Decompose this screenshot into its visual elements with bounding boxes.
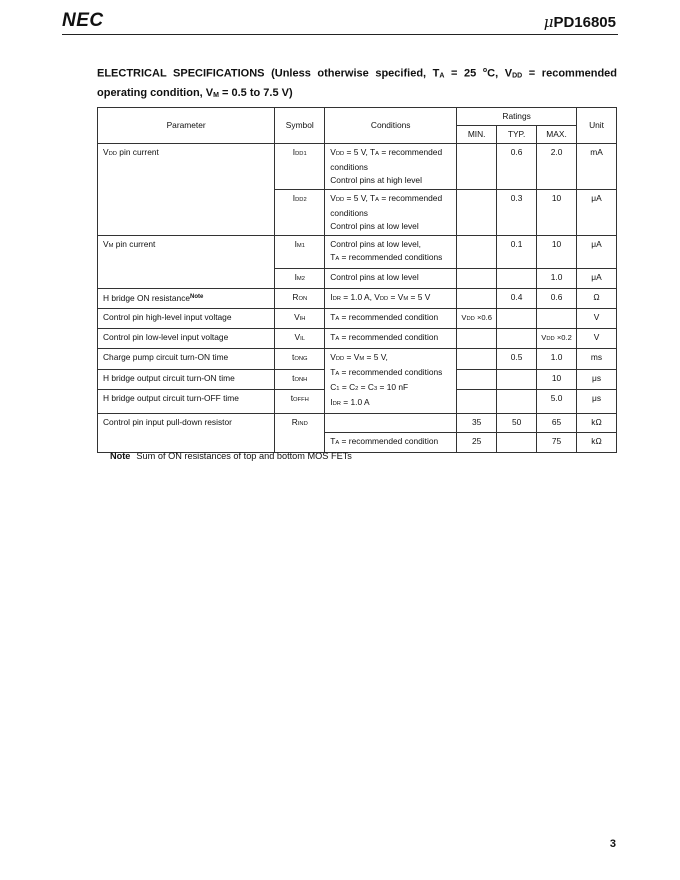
- max-cell: 2.0: [537, 144, 577, 190]
- min-cell: [457, 289, 497, 309]
- title-sub: M: [213, 91, 219, 99]
- symbol-cell: IM1: [275, 236, 325, 269]
- unit-cell: μA: [577, 190, 617, 236]
- header-typ: TYP.: [497, 126, 537, 144]
- param-cell: H bridge output circuit turn-ON time: [98, 369, 275, 390]
- part-prefix: μ: [543, 13, 554, 31]
- typ-cell: [497, 390, 537, 414]
- symbol-cell: tONG: [275, 349, 325, 370]
- typ-cell: 0.6: [497, 144, 537, 190]
- max-cell: 65: [537, 414, 577, 433]
- min-cell: [457, 190, 497, 236]
- header-ratings: Ratings: [457, 108, 577, 126]
- table-row: [98, 236, 617, 269]
- conditions-cell: Control pins at low level, TA = recommended conditions: [325, 236, 457, 269]
- min-cell: [457, 236, 497, 269]
- note-text: Sum of ON resistances of top and bottom MOS FETs: [136, 451, 352, 461]
- symbol-cell: VIL: [275, 329, 325, 349]
- conditions-cell: VDD = VM = 5 V, TA = recommended conditions C1 = C2 = C3 = 10 nF IDR = 1.0 A: [325, 349, 457, 414]
- symbol-cell: IM2: [275, 269, 325, 289]
- table-row: [98, 329, 617, 349]
- header-parameter: Parameter: [98, 108, 275, 144]
- title-sup: o: [482, 67, 488, 74]
- header-unit: Unit: [577, 108, 617, 144]
- header-min: MIN.: [457, 126, 497, 144]
- typ-cell: 0.1: [497, 236, 537, 269]
- min-cell: VDD ×0.6: [457, 309, 497, 329]
- min-cell: 35: [457, 414, 497, 433]
- param-cell: Control pin high-level input voltage: [98, 309, 275, 329]
- symbol-cell: IDD2: [275, 190, 325, 236]
- part-number: [544, 13, 616, 31]
- typ-cell: 0.3: [497, 190, 537, 236]
- title-text: = 0.5 to 7.5 V): [218, 86, 293, 99]
- typ-cell: 0.5: [497, 349, 537, 370]
- min-cell: [457, 269, 497, 289]
- max-cell: VDD ×0.2: [537, 329, 577, 349]
- symbol-cell: tOFFH: [275, 390, 325, 414]
- max-cell: [537, 309, 577, 329]
- section-title: [97, 62, 617, 104]
- header-rule: [62, 34, 618, 35]
- param-cell: Control pin input pull-down resistor: [98, 414, 275, 453]
- conditions-cell: TA = recommended condition: [325, 309, 457, 329]
- conditions-cell: VDD = 5 V, TA = recommended conditions Control pins at high level: [325, 144, 457, 190]
- unit-cell: V: [577, 309, 617, 329]
- note-label: Note: [110, 451, 131, 461]
- table-row: [98, 144, 617, 190]
- unit-cell: ms: [577, 349, 617, 370]
- unit-cell: μA: [577, 269, 617, 289]
- min-cell: [457, 329, 497, 349]
- conditions-cell: [325, 414, 457, 433]
- typ-cell: [497, 269, 537, 289]
- part-number-text: PD16805: [553, 14, 616, 31]
- title-text: C, V: [487, 67, 513, 80]
- unit-cell: μs: [577, 390, 617, 414]
- table-row: [98, 414, 617, 433]
- min-cell: [457, 144, 497, 190]
- symbol-cell: VIH: [275, 309, 325, 329]
- title-sub: DD: [512, 72, 523, 80]
- table-row: [98, 309, 617, 329]
- param-cell: H bridge output circuit turn-OFF time: [98, 390, 275, 414]
- spec-table: [97, 107, 617, 453]
- typ-cell: [497, 369, 537, 390]
- unit-cell: mA: [577, 144, 617, 190]
- min-cell: [457, 349, 497, 370]
- param-cell: VDD pin current: [98, 144, 275, 236]
- max-cell: 1.0: [537, 349, 577, 370]
- min-cell: [457, 390, 497, 414]
- unit-cell: Ω: [577, 289, 617, 309]
- symbol-cell: tONH: [275, 369, 325, 390]
- unit-cell: V: [577, 329, 617, 349]
- max-cell: 10: [537, 190, 577, 236]
- symbol-cell: RON: [275, 289, 325, 309]
- param-cell: Control pin low-level input voltage: [98, 329, 275, 349]
- param-cell: H bridge ON resistance$^{Note}$: [98, 289, 275, 309]
- unit-cell: μs: [577, 369, 617, 390]
- max-cell: 1.0: [537, 269, 577, 289]
- table-row: [98, 289, 617, 309]
- min-cell: 25: [457, 433, 497, 453]
- title-text: = 25: [444, 67, 483, 80]
- conditions-cell: TA = recommended condition: [325, 329, 457, 349]
- max-cell: 75: [537, 433, 577, 453]
- max-cell: 10: [537, 369, 577, 390]
- table-header-row: [98, 108, 617, 126]
- conditions-cell: IDR = 1.0 A, VDD = VM = 5 V: [325, 289, 457, 309]
- title-sub: A: [439, 72, 445, 80]
- conditions-cell: TA = recommended condition: [325, 433, 457, 453]
- unit-cell: kΩ: [577, 433, 617, 453]
- header-symbol: Symbol: [275, 108, 325, 144]
- title-text: = recommended operating condition, V: [97, 67, 617, 99]
- typ-cell: [497, 309, 537, 329]
- symbol-cell: IDD1: [275, 144, 325, 190]
- page-number: 3: [609, 838, 616, 850]
- conditions-cell: VDD = 5 V, TA = recommended conditions Control pins at low level: [325, 190, 457, 236]
- max-cell: 0.6: [537, 289, 577, 309]
- title-text: ELECTRICAL SPECIFICATIONS (Unless otherwise specified, T: [97, 67, 440, 80]
- symbol-cell: RIND: [275, 414, 325, 453]
- typ-cell: [497, 329, 537, 349]
- nec-logo: NEC: [62, 10, 104, 31]
- typ-cell: 0.4: [497, 289, 537, 309]
- conditions-cell: Control pins at low level: [325, 269, 457, 289]
- min-cell: [457, 369, 497, 390]
- table-row: [98, 349, 617, 370]
- unit-cell: kΩ: [577, 414, 617, 433]
- max-cell: 5.0: [537, 390, 577, 414]
- unit-cell: μA: [577, 236, 617, 269]
- header-max: MAX.: [537, 126, 577, 144]
- typ-cell: 50: [497, 414, 537, 433]
- typ-cell: [497, 433, 537, 453]
- param-cell: Charge pump circuit turn-ON time: [98, 349, 275, 370]
- max-cell: 10: [537, 236, 577, 269]
- footnote: [110, 451, 352, 461]
- param-cell: VM pin current: [98, 236, 275, 289]
- header-conditions: Conditions: [325, 108, 457, 144]
